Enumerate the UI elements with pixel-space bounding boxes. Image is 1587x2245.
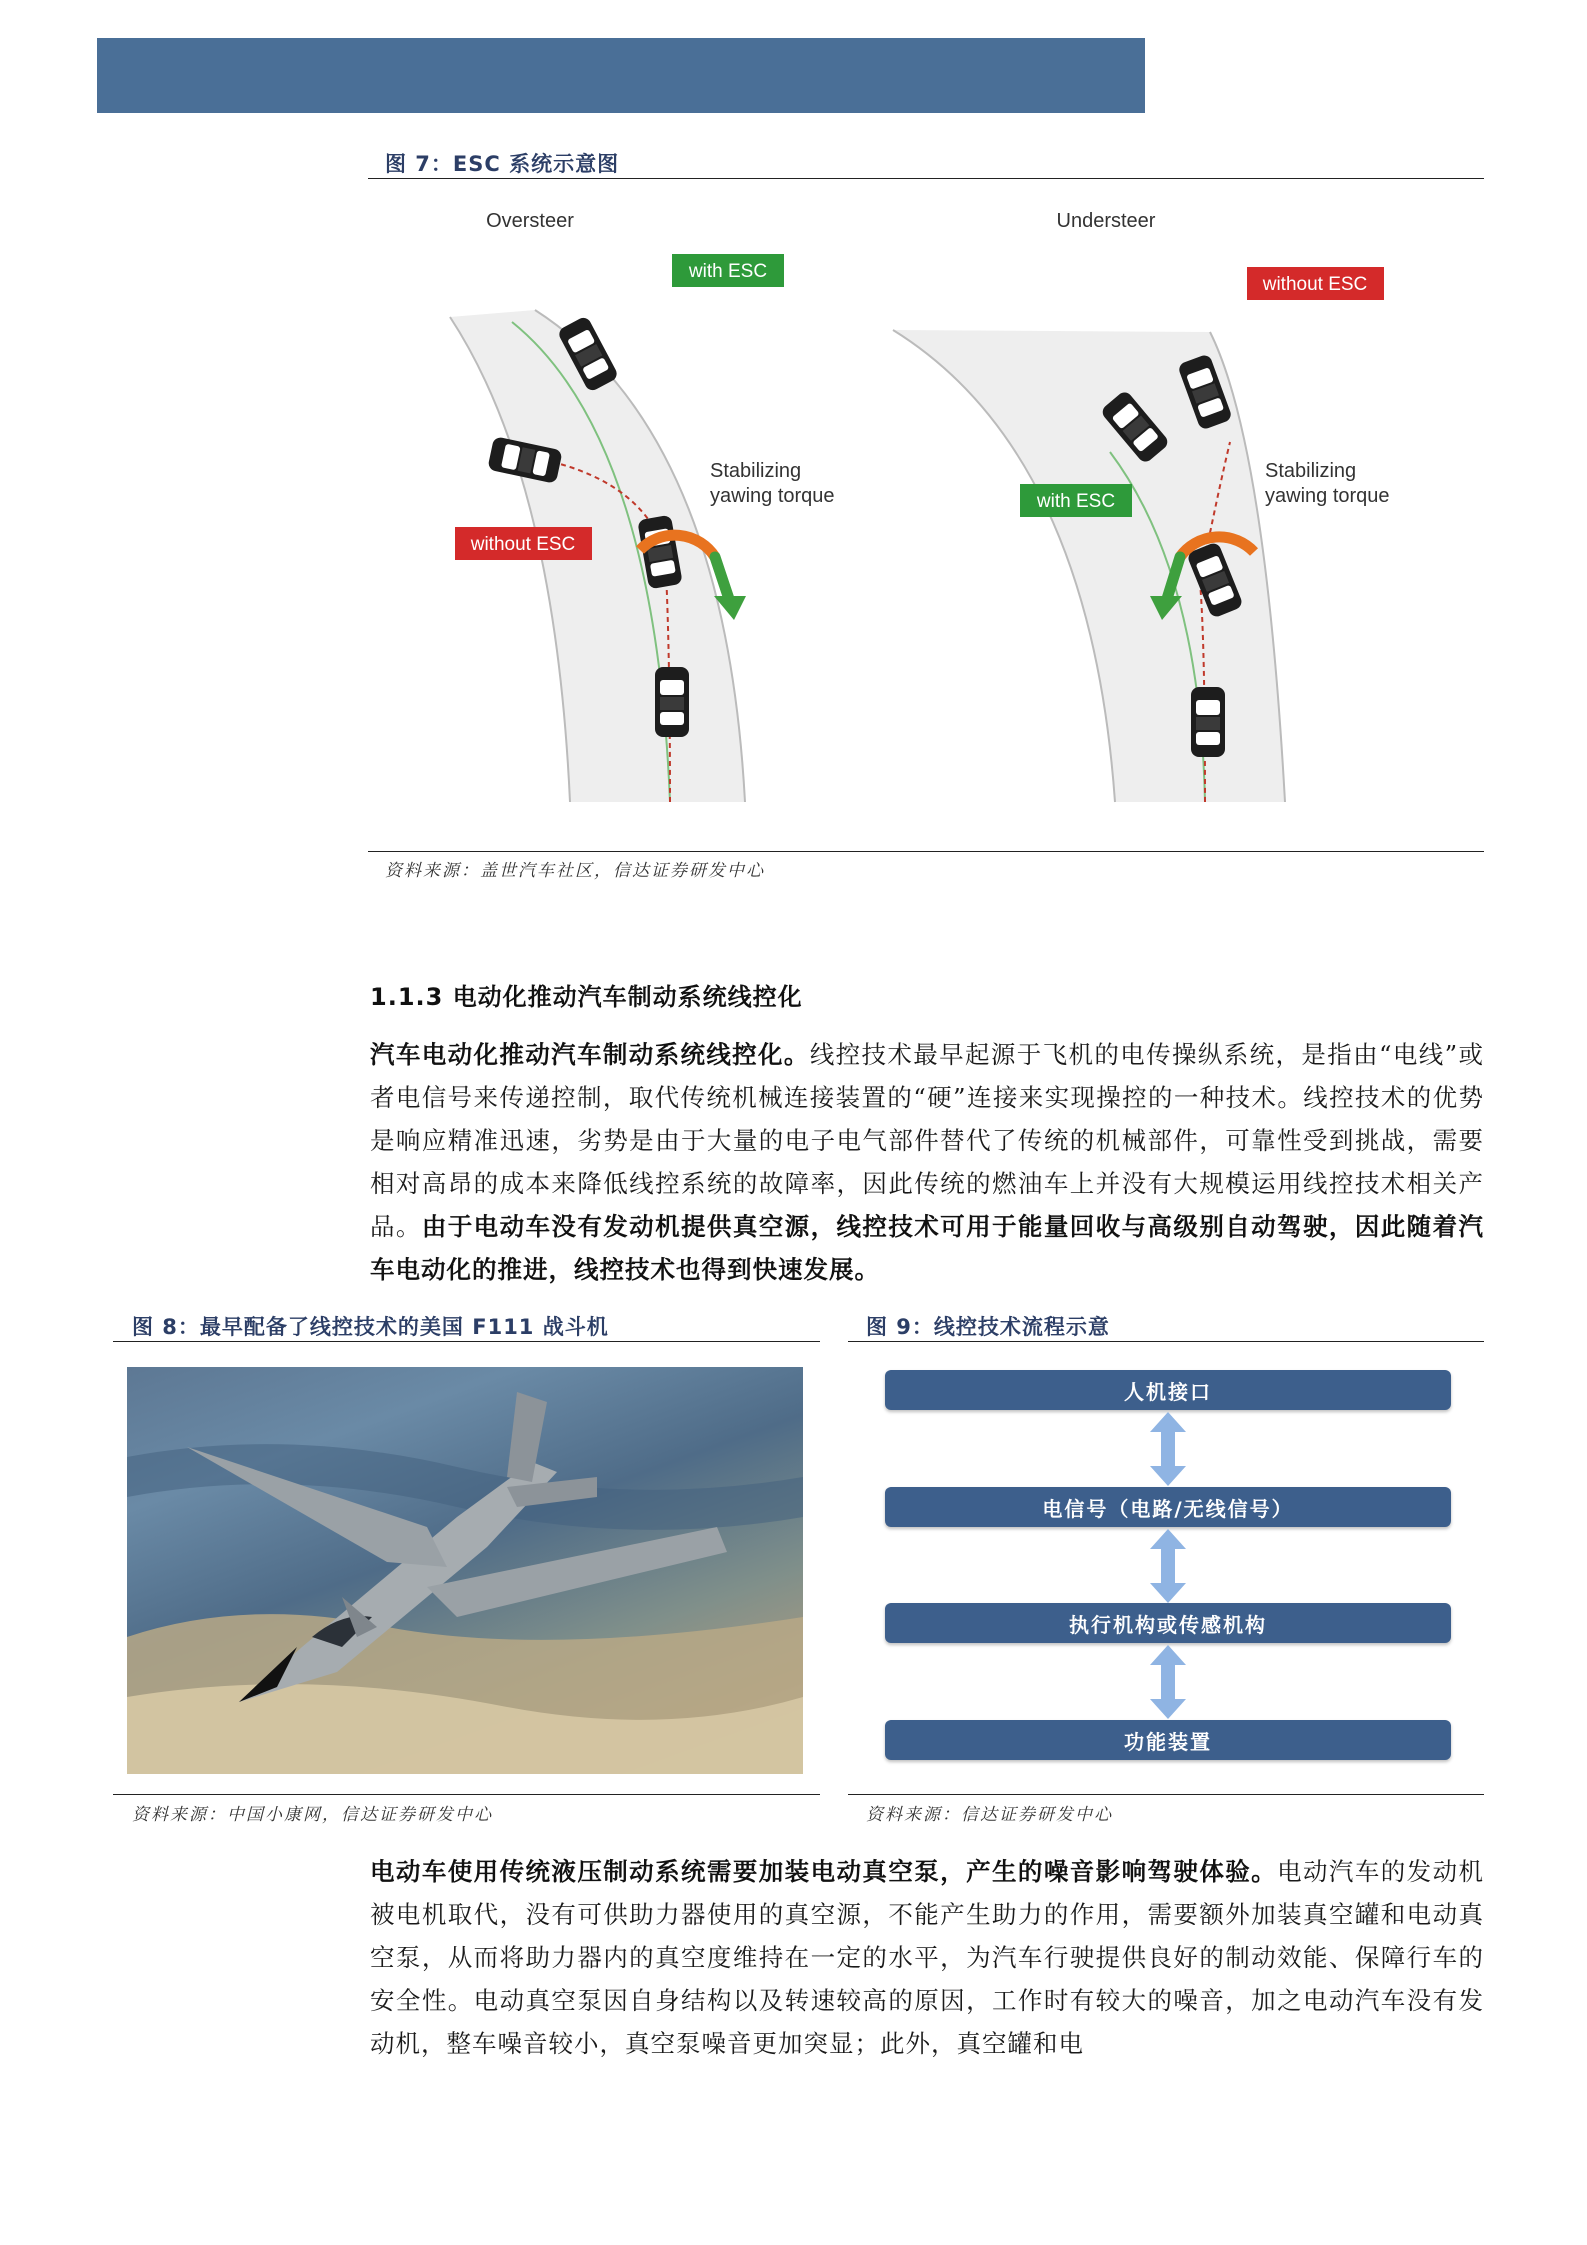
understeer-without-esc-label: without ESC <box>1262 274 1368 295</box>
figure8-source: 资料来源：中国小康网，信达证券研发中心 <box>132 1805 493 1825</box>
oversteer-with-esc-tag <box>672 254 784 287</box>
figure7-top-rule <box>368 178 1484 179</box>
flow-step-human-interface: 人机接口 <box>885 1370 1451 1410</box>
figure8-top-rule <box>113 1341 820 1342</box>
understeer-without-esc-tag <box>1247 267 1384 300</box>
figure9-title: 图 9：线控技术流程示意 <box>866 1315 1110 1339</box>
flow-arrow-1 <box>1150 1412 1186 1486</box>
understeer-panel <box>893 210 1390 802</box>
oversteer-torque-line2: yawing torque <box>710 485 835 507</box>
oversteer-with-esc-label: with ESC <box>688 261 768 282</box>
flow-step-electric-signal: 电信号（电路/无线信号） <box>885 1487 1451 1527</box>
paragraph-2-lead: 电动车使用传统液压制动系统需要加装电动真空泵，产生的噪音影响驾驶体验。 <box>370 1857 1278 1886</box>
understeer-with-esc-tag <box>1020 484 1132 517</box>
oversteer-title: Oversteer <box>486 210 574 232</box>
f111-jet-photo <box>127 1367 803 1774</box>
understeer-with-esc-label: with ESC <box>1036 491 1116 512</box>
understeer-torque-line1: Stabilizing <box>1265 460 1357 482</box>
paragraph-1-tail: 由于电动车没有发动机提供真空源，线控技术可用于能量回收与高级别自动驾驶，因此随着汽车电动化的推进，线控技术也得到快速发展。 <box>370 1212 1485 1284</box>
understeer-title: Understeer <box>1056 210 1156 232</box>
figure9-source: 资料来源：信达证券研发中心 <box>866 1805 1113 1825</box>
oversteer-without-esc-label: without ESC <box>470 534 576 555</box>
section-heading: 1.1.3 电动化推动汽车制动系统线控化 <box>370 983 803 1011</box>
jet-photo-graphic <box>127 1367 803 1774</box>
figure7-title: 图 7：ESC 系统示意图 <box>385 152 620 176</box>
figure9-bottom-rule <box>848 1794 1484 1795</box>
esc-diagram <box>370 192 1485 817</box>
header-bar <box>97 38 1145 113</box>
paragraph-1-lead: 汽车电动化推动汽车制动系统线控化。 <box>370 1040 810 1069</box>
paragraph-1-body: 线控技术最早起源于飞机的电传操纵系统，是指由“电线”或者电信号来传递控制，取代传统机械连接装置的“硬”连接来实现操控的一种技术。线控技术的优势是响应精准迅速，劣势是由于大量的电子电气部件替代了传统的机械部件，可靠性受到挑战，需要相对高昂的成本来降低线控系统的故障率，因此传统的燃油车上并没有大规模运用线控技术相关产品。 <box>370 1040 1484 1241</box>
section-paragraph-2 <box>370 1850 1484 2065</box>
understeer-car-bottom <box>1191 687 1225 757</box>
figure8-bottom-rule <box>113 1794 820 1795</box>
oversteer-torque-line1: Stabilizing <box>710 460 802 482</box>
understeer-torque-line2: yawing torque <box>1265 485 1390 507</box>
flow-arrow-2 <box>1150 1529 1186 1603</box>
figure9-top-rule <box>848 1341 1484 1342</box>
figure7-source: 资料来源：盖世汽车社区，信达证券研发中心 <box>385 861 765 881</box>
flow-step-actuator-sensor: 执行机构或传感机构 <box>885 1603 1451 1643</box>
section-paragraph-1 <box>370 1033 1484 1291</box>
oversteer-without-esc-tag <box>455 527 592 560</box>
flow-arrow-3 <box>1150 1645 1186 1719</box>
figure8-title: 图 8：最早配备了线控技术的美国 F111 战斗机 <box>132 1315 609 1339</box>
figure7-bottom-rule <box>368 851 1484 852</box>
flow-step-function-device: 功能装置 <box>885 1720 1451 1760</box>
paragraph-2-body: 电动汽车的发动机被电机取代，没有可供助力器使用的真空源，不能产生助力的作用，需要额外加装真空罐和电动真空泵，从而将助力器内的真空度维持在一定的水平，为汽车行驶提供良好的制动效能、保障行车的安全性。电动真空泵因自身结构以及转速较高的原因，工作时有较大的噪音，加之电动汽车没有发动机，整车噪音较小，真空泵噪音更加突显；此外，真空罐和电 <box>370 1857 1485 2058</box>
oversteer-panel <box>450 210 835 802</box>
oversteer-car-bottom <box>655 667 689 737</box>
